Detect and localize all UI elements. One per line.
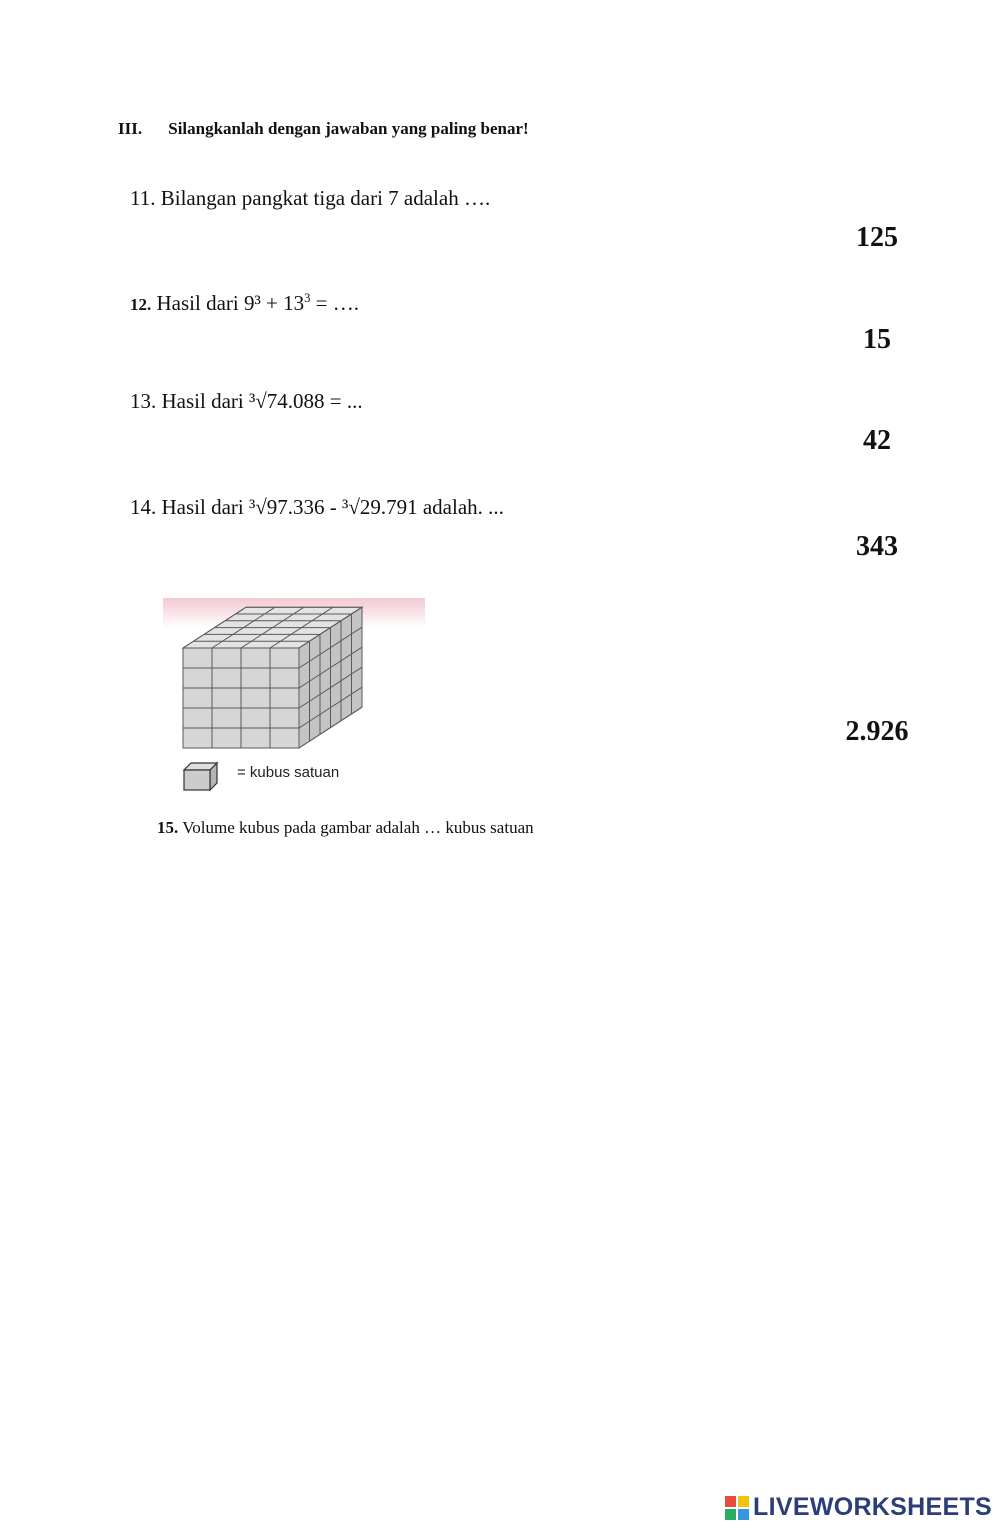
- answer-option-42[interactable]: 42: [863, 425, 891, 456]
- question-15-text: Volume kubus pada gambar adalah … kubus satuan: [182, 818, 534, 837]
- unit-cube-legend-icon: [184, 763, 217, 790]
- section-heading: [118, 119, 529, 139]
- liveworksheets-logo: [725, 1493, 992, 1522]
- cube-figure: [163, 598, 425, 796]
- question-15: [157, 818, 534, 838]
- question-14-text: Hasil dari ³√97.336 - ³√29.791 adalah. ...: [161, 495, 504, 519]
- answer-option-125[interactable]: 125: [856, 222, 898, 253]
- section-number: III.: [118, 119, 143, 138]
- question-12: [130, 291, 359, 316]
- answer-option-15[interactable]: 15: [863, 324, 891, 355]
- question-14: [130, 495, 504, 520]
- legend-label: = kubus satuan: [237, 764, 340, 781]
- question-13-number: 13.: [130, 389, 157, 413]
- liveworksheets-logo-icon: [725, 1496, 749, 1520]
- question-14-number: 14.: [130, 495, 157, 519]
- question-11-number: 11.: [130, 186, 156, 210]
- question-15-number: 15.: [157, 818, 179, 837]
- answer-option-2926[interactable]: 2.926: [845, 716, 909, 747]
- question-12-number: 12.: [130, 295, 152, 314]
- question-11-text: Bilangan pangkat tiga dari 7 adalah ….: [160, 186, 491, 210]
- question-11: [130, 186, 490, 211]
- question-13: [130, 389, 363, 414]
- liveworksheets-logo-text: LIVEWORKSHEETS: [753, 1493, 992, 1521]
- unit-cubes-illustration: [163, 598, 425, 796]
- question-12-text: Hasil dari $9^3 + 13^3$ = ….: [156, 291, 360, 315]
- question-13-text: Hasil dari ³√74.088 = ...: [161, 389, 363, 413]
- section-instruction: Silangkanlah dengan jawaban yang paling benar!: [168, 119, 529, 138]
- answer-option-343[interactable]: 343: [856, 531, 898, 562]
